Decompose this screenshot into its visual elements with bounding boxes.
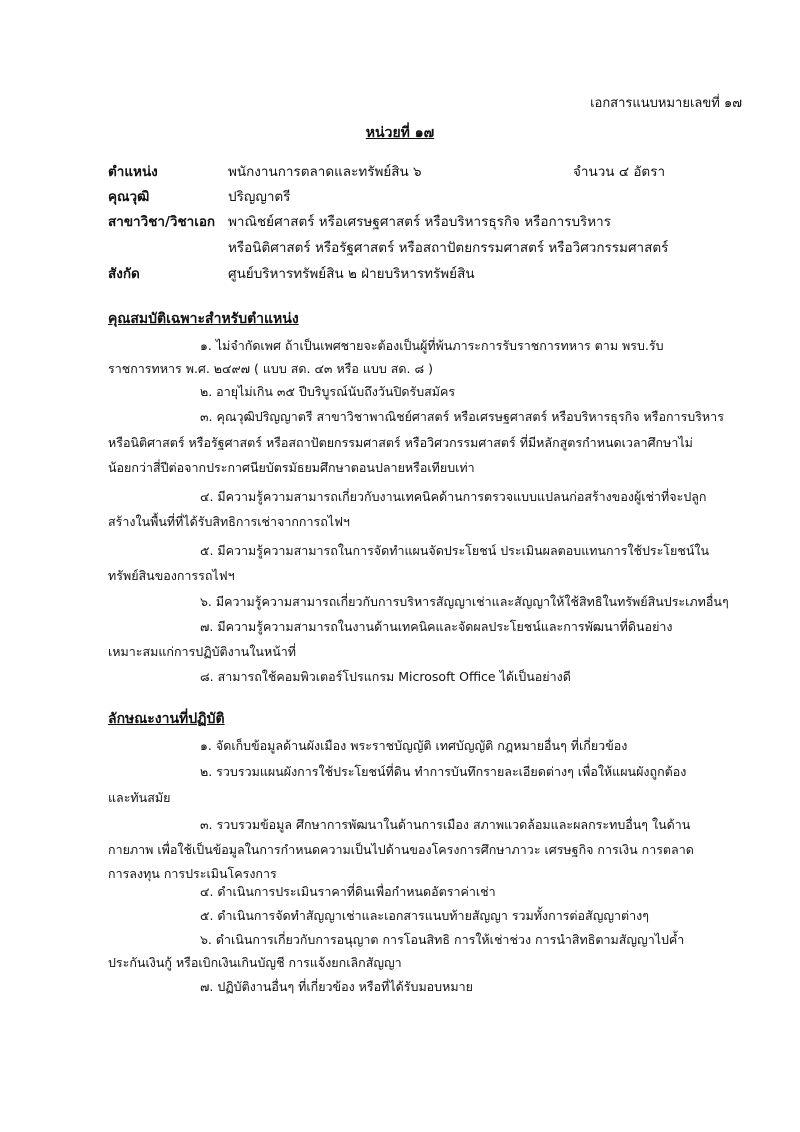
affiliation-value: ศูนย์บริหารทรัพย์สิน ๒ ฝ่ายบริหารทรัพย์สิน <box>228 266 475 282</box>
duty-line: ๑. จัดเก็บข้อมูลด้านผังเมือง พระราชบัญญัติ เทศบัญญัติ กฎหมายอื่นๆ ที่เกี่ยวข้อง <box>200 738 628 753</box>
duty-line: การลงทุน การประเมินโครงการ <box>108 866 277 881</box>
qualification-line: หรือนิติศาสตร์ หรือรัฐศาสตร์ หรือสถาปัตยกรรมศาสตร์ หรือวิศวกรรมศาสตร์ ที่มีหลักสูตรกำหนดเวลาศึกษาไม่ <box>108 435 693 450</box>
document-reference: เอกสารแนบหมายเลขที่ ๑๗ <box>590 96 742 111</box>
qualification-line: เหมาะสมแก่การปฏิบัติงานในหน้าที่ <box>108 644 297 659</box>
qualification-line: สร้างในพื้นที่ที่ได้รับสิทธิการเช่าจากการถไฟฯ <box>108 514 350 529</box>
qualification-line: ๓. คุณวุฒิปริญญาตรี สาขาวิชาพาณิชย์ศาสตร์ หรือเศรษฐศาสตร์ หรือบริหารธุรกิจ หรือการบริหาร <box>200 409 724 424</box>
duty-line: ๗. ปฏิบัติงานอื่นๆ ที่เกี่ยวข้อง หรือที่ได้รับมอบหมาย <box>200 979 473 994</box>
qualification-line: ๖. มีความรู้ความสามารถเกี่ยวกับการบริหารสัญญาเช่าและสัญญาให้ใช้สิทธิในทรัพย์สินประเภทอื่นๆ <box>200 594 729 609</box>
unit-title-text: หน่วยที่ ๑๗ <box>365 125 435 141</box>
duty-line: ๖. ดำเนินการเกี่ยวกับการอนุญาต การโอนสิทธิ การให้เช่าช่วง การนำสิทธิตามสัญญาไปค้ำ <box>200 932 685 947</box>
major-value-line2: หรือนิติศาสตร์ หรือรัฐศาสตร์ หรือสถาปัตยกรรมศาสตร์ หรือวิศวกรรมศาสตร์ <box>228 240 669 256</box>
qualification-line: ๒. อายุไม่เกิน ๓๕ ปีบริบูรณ์นับถึงวันปิดรับสมัคร <box>200 384 456 399</box>
duty-line: และทันสมัย <box>108 790 171 805</box>
affiliation-label: สังกัด <box>108 266 140 282</box>
duty-line: ประกันเงินกู้ หรือเบิกเงินเกินบัญชี การแจ้งยกเลิกสัญญา <box>108 955 402 970</box>
position-label: ตำแหน่ง <box>108 164 158 180</box>
qualification-line: ๔. มีความรู้ความสามารถเกี่ยวกับงานเทคนิคด้านการตรวจแบบแปลนก่อสร้างของผู้เช่าที่จะปลูก <box>200 489 707 504</box>
unit-title <box>0 122 800 144</box>
qualification-line: น้อยกว่าสี่ปีต่อจากประกาศนียบัตรมัธยมศึกษาตอนปลายหรือเทียบเท่า <box>108 460 475 475</box>
duty-line: ๔. ดำเนินการประเมินราคาที่ดินเพื่อกำหนดอัตราค่าเช่า <box>200 884 496 899</box>
qualification-line: ทรัพย์สินของการรถไฟฯ <box>108 568 235 583</box>
duty-line: ๕. ดำเนินการจัดทำสัญญาเช่าและเอกสารแนบท้ายสัญญา รวมทั้งการต่อสัญญาต่างๆ <box>200 908 649 923</box>
qualification-label: คุณวุฒิ <box>108 189 150 205</box>
duty-line: ๓. รวบรวมข้อมูล ศึกษาการพัฒนาในด้านการเมือง สภาพแวดล้อมและผลกระทบอื่นๆ ในด้าน <box>200 817 691 832</box>
qualification-line: ๘. สามารถใช้คอมพิวเตอร์โปรแกรม Microsoft Office ได้เป็นอย่างดี <box>200 669 571 684</box>
duty-line: กายภาพ เพื่อใช้เป็นข้อมูลในการกำหนดความเป็นไปด้านของโครงการศึกษาภาวะ เศรษฐกิจ การเงิน การตลาด <box>108 842 694 857</box>
qualification-value: ปริญญาตรี <box>228 189 291 205</box>
qualifications-heading: คุณสมบัติเฉพาะสำหรับตำแหน่ง <box>108 311 299 327</box>
qualification-line: ๕. มีความรู้ความสามารถในการจัดทำแผนจัดประโยชน์ ประเมินผลตอบแทนการใช้ประโยชน์ใน <box>200 543 710 558</box>
position-count: จำนวน ๔ อัตรา <box>573 164 666 180</box>
duty-line: ๒. รวบรวมแผนผังการใช้ประโยชน์ที่ดิน ทำการบันทึกรายละเอียดต่างๆ เพื่อให้แผนผังถูกต้อง <box>200 764 687 779</box>
position-value: พนักงานการตลาดและทรัพย์สิน ๖ <box>228 164 422 180</box>
duties-heading: ลักษณะงานที่ปฏิบัติ <box>108 711 225 727</box>
qualification-line: ๑. ไม่จำกัดเพศ ถ้าเป็นเพศชายจะต้องเป็นผู้ที่พ้นภาระการรับราชการทหาร ตาม พรบ.รับ <box>200 338 664 353</box>
qualification-line: ราชการทหาร พ.ศ. ๒๔๙๗ ( แบบ สด. ๔๓ หรือ แบบ สด. ๘ ) <box>108 361 433 376</box>
qualification-line: ๗. มีความรู้ความสามารถในงานด้านเทคนิคและจัดผลประโยชน์และการพัฒนาที่ดินอย่าง <box>200 619 673 634</box>
major-label: สาขาวิชา/วิชาเอก <box>108 214 216 230</box>
major-value-line1: พาณิชย์ศาสตร์ หรือเศรษฐศาสตร์ หรือบริหารธุรกิจ หรือการบริหาร <box>228 214 612 230</box>
